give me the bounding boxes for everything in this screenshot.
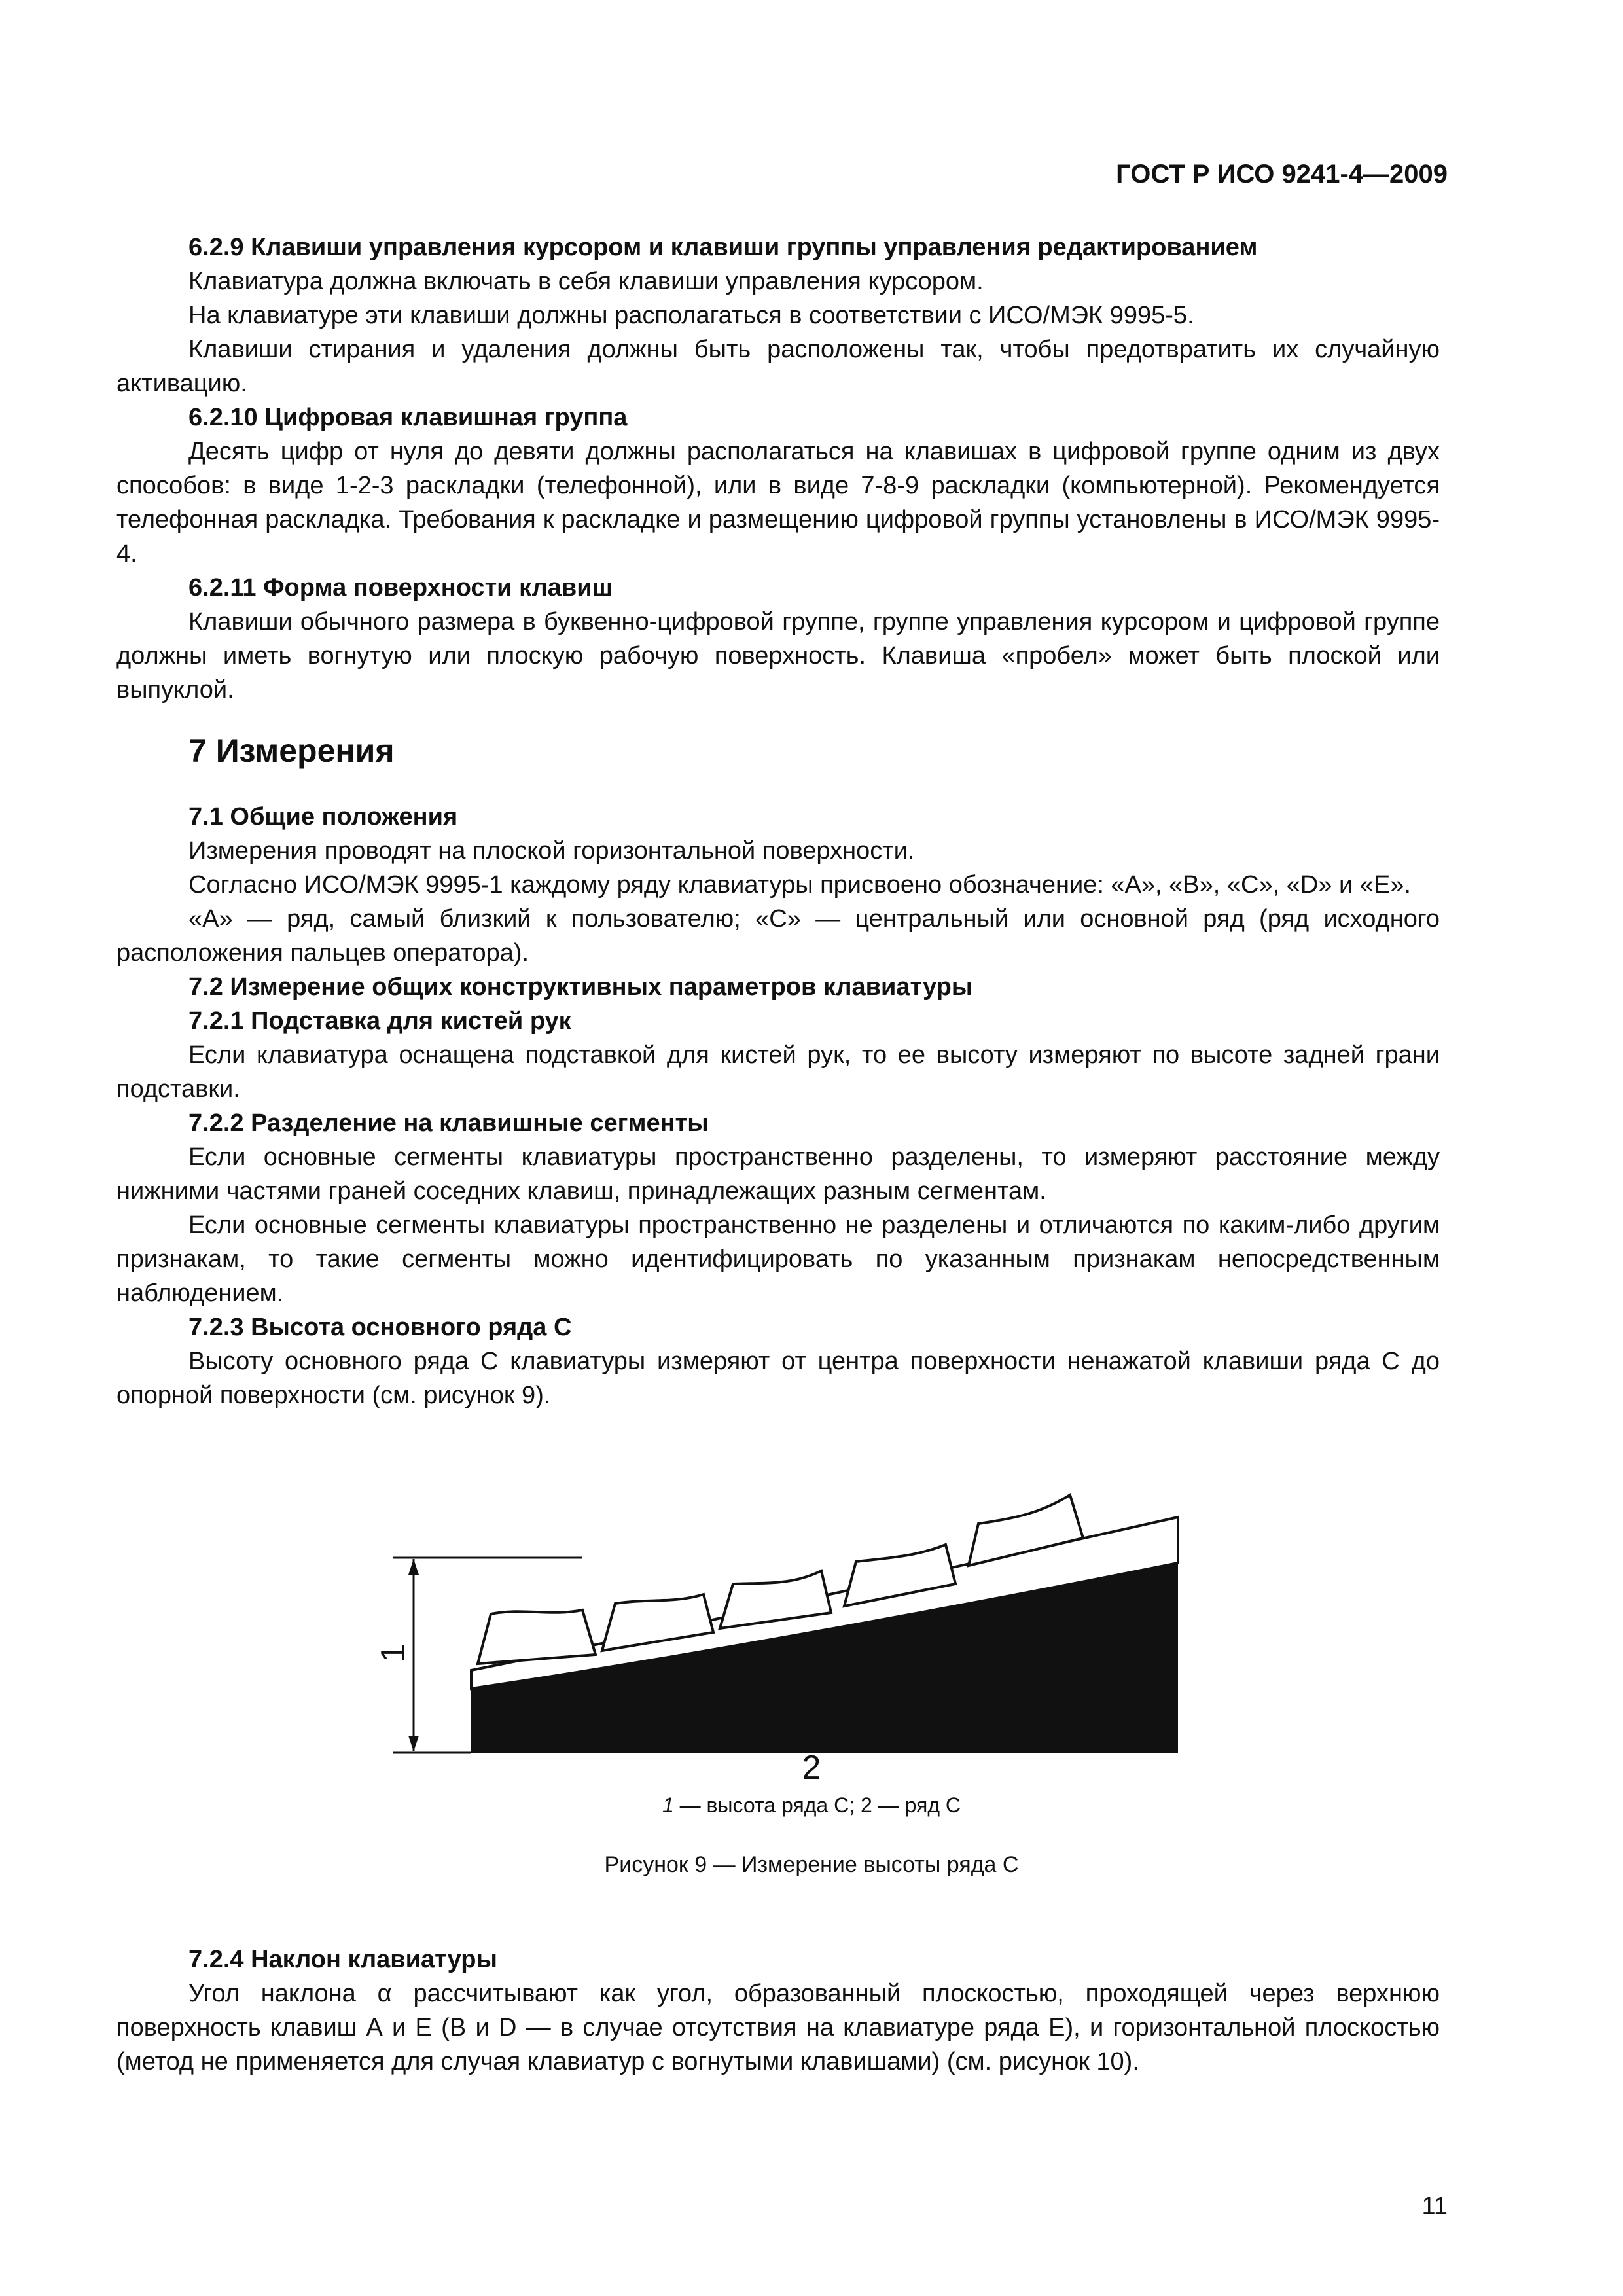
heading-7-2-3: 7.2.3 Высота основного ряда С <box>188 1314 572 1341</box>
document-id: ГОСТ Р ИСО 9241-4—2009 <box>1116 160 1448 188</box>
section-7-heading: 7 Измерения <box>188 732 395 769</box>
paragraph: «А» — ряд, самый близкий к пользователю; «С» — центральный или основной ряд (ряд исходного расположения пальцев оператора). <box>116 905 1440 967</box>
paragraph: Высоту основного ряда С клавиатуры измеряют от центра поверхности ненажатой клавиши ряда С до опорной поверхности (см. рисунок 9). <box>116 1348 1440 1409</box>
section-7-2-4-text <box>116 1943 1440 2079</box>
label-1: 1 <box>374 1643 412 1662</box>
section-6-text <box>116 230 1440 707</box>
paragraph: Если основные сегменты клавиатуры пространственно не разделены и отличаются по каким-либо другим признакам, то такие сегменты можно идентифицировать по указанным признакам непосредственным наблюдением. <box>116 1211 1440 1307</box>
paragraph: Угол наклона α рассчитывают как угол, образованный плоскостью, проходящей через верхнюю поверхность клавиш А и Е (В и D — в случае отсутствия на клавиатуре ряда Е), и горизонтальной плоскостью (метод не применяется для случая клавиатур с вогнутыми клавишами) (см. рисунок 10). <box>116 1980 1440 2075</box>
paragraph: Если клавиатура оснащена подставкой для кистей рук, то ее высоту измеряют по высоте задней грани подставки. <box>116 1041 1440 1103</box>
figure-9-keyboard-diagram <box>374 1466 1198 1787</box>
paragraph: На клавиатуре эти клавиши должны располагаться в соответствии с ИСО/МЭК 9995-5. <box>188 302 1194 329</box>
heading-7-2-2: 7.2.2 Разделение на клавишные сегменты <box>188 1109 709 1137</box>
paragraph: Измерения проводят на плоской горизонтальной поверхности. <box>188 837 915 865</box>
arrow-up-icon <box>408 1559 419 1575</box>
heading-7-2-1: 7.2.1 Подставка для кистей рук <box>188 1007 571 1035</box>
paragraph: Десять цифр от нуля до девяти должны располагаться на клавишах в цифровой группе одним из двух способов: в виде 1-2-3 раскладки (телефонной), или в виде 7-8-9 раскладки (компьютерной). Рекомендуется телефонная раскладка. Требования к раскладке и размещению цифровой группы установлены в ИСО/МЭК 9995-4. <box>116 438 1440 567</box>
section-7-text <box>116 800 1440 1412</box>
heading-7-2: 7.2 Измерение общих конструктивных параметров клавиатуры <box>188 973 973 1001</box>
paragraph: Клавиши обычного размера в буквенно-цифровой группе, группе управления курсором и цифровой группе должны иметь вогнутую или плоскую рабочую поверхность. Клавиша «пробел» может быть плоской или выпуклой. <box>116 608 1440 704</box>
arrow-down-icon <box>408 1736 419 1751</box>
paragraph: Клавиатура должна включать в себя клавиши управления курсором. <box>188 268 984 295</box>
figure-caption: Рисунок 9 — Измерение высоты ряда С <box>604 1852 1019 1877</box>
heading-6-2-9: 6.2.9 Клавиши управления курсором и клавиши группы управления редактированием <box>188 234 1258 261</box>
legend-text: — высота ряда С; 2 — ряд С <box>673 1793 961 1817</box>
heading-6-2-11: 6.2.11 Форма поверхности клавиш <box>188 574 613 601</box>
paragraph: Если основные сегменты клавиатуры пространственно разделены, то измеряют расстояние между нижними частями граней соседних клавиш, принадлежащих разным сегментам. <box>116 1143 1440 1205</box>
heading-7-2-4: 7.2.4 Наклон клавиатуры <box>188 1946 497 1973</box>
key-row-a <box>478 1610 596 1664</box>
page-number: 11 <box>1421 2193 1448 2220</box>
heading-6-2-10: 6.2.10 Цифровая клавишная группа <box>188 404 628 431</box>
label-2: 2 <box>802 1749 821 1787</box>
legend-number: 1 <box>662 1793 674 1817</box>
figure-legend <box>0 1793 1623 1818</box>
heading-7-1: 7.1 Общие положения <box>188 803 458 831</box>
paragraph: Клавиши стирания и удаления должны быть расположены так, чтобы предотвратить их случайную активацию. <box>116 336 1440 397</box>
paragraph: Согласно ИСО/МЭК 9995-1 каждому ряду клавиатуры присвоено обозначение: «А», «В», «С», «D» и «Е». <box>188 871 1411 899</box>
